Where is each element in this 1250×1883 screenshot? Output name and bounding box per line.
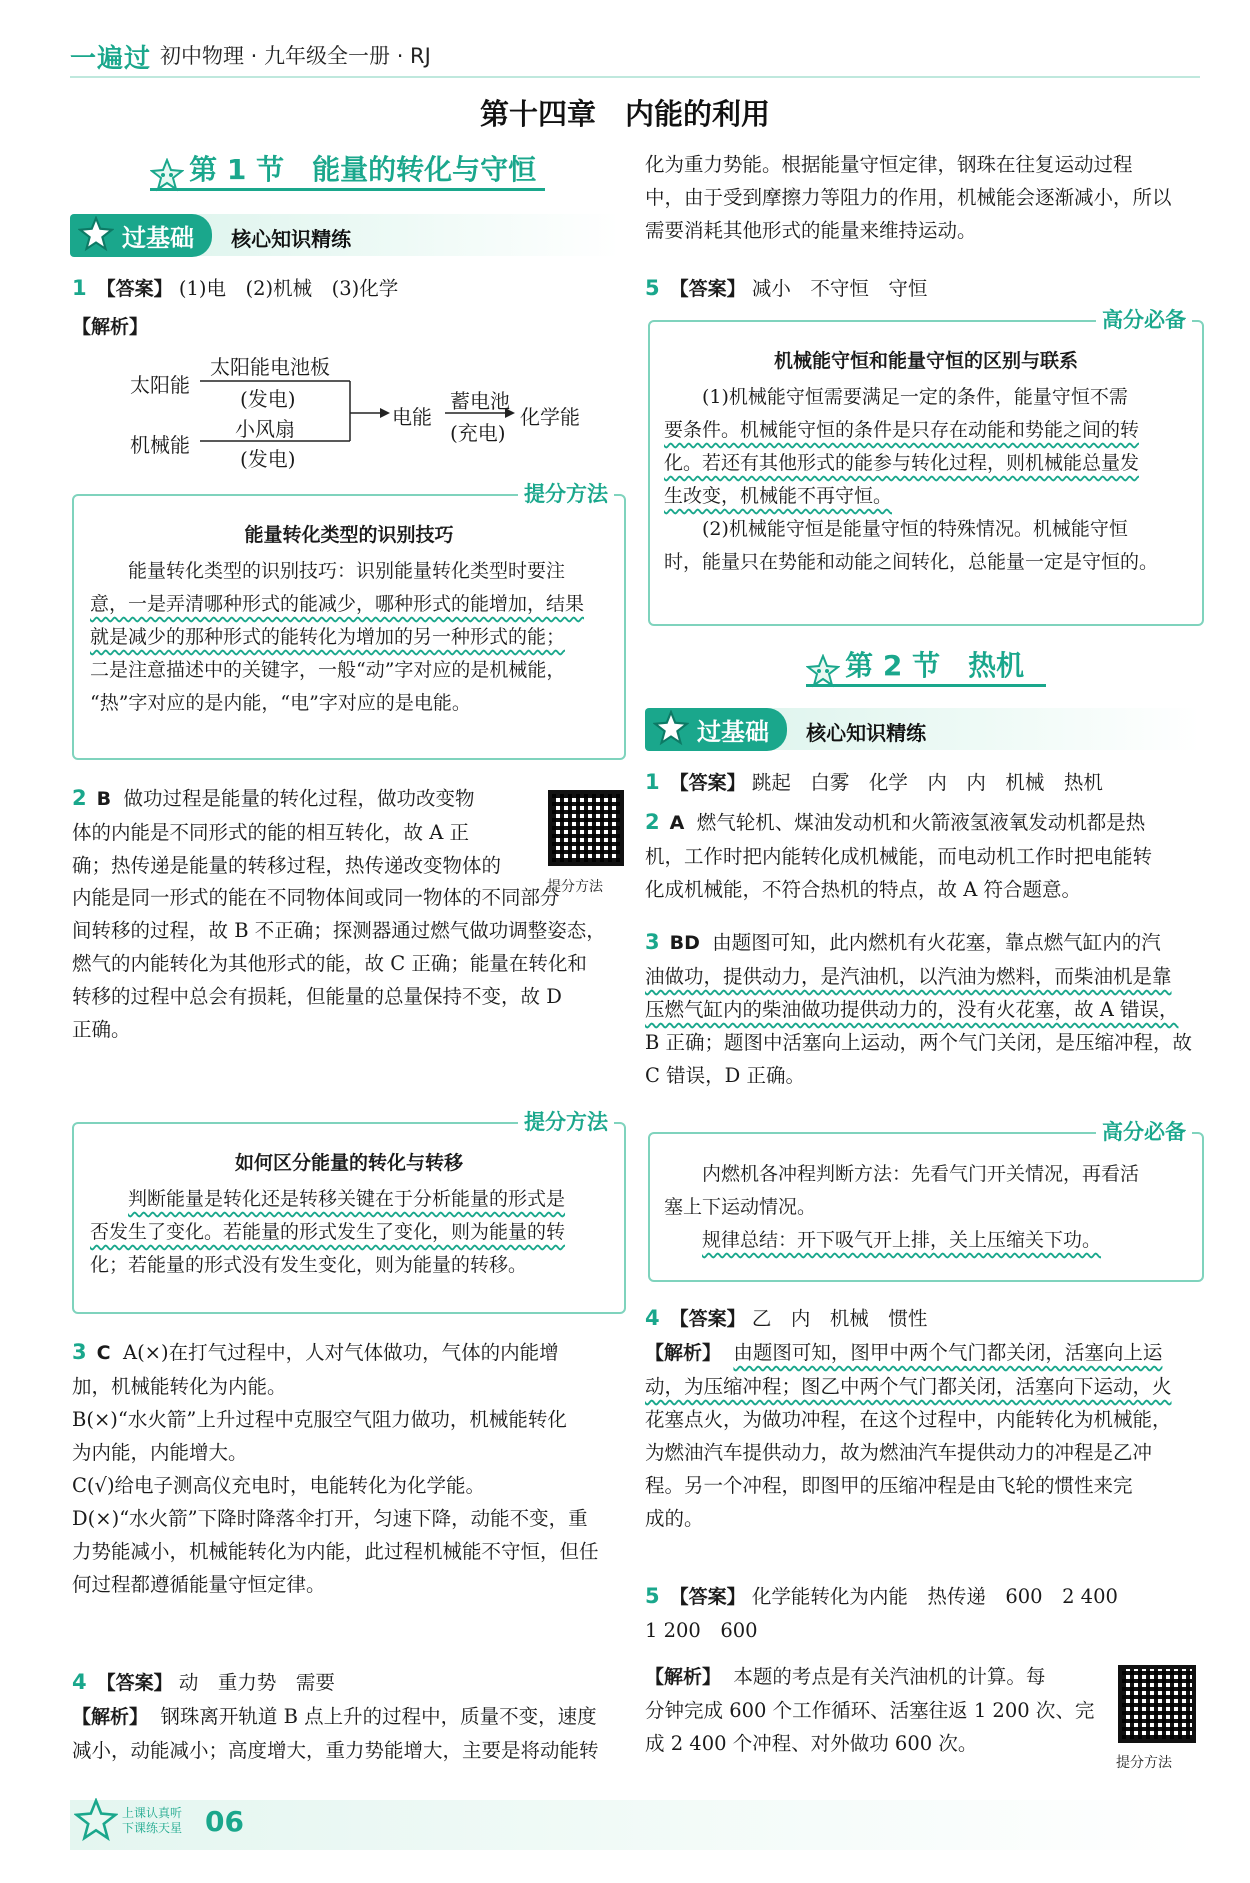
- box2-line: 化；若能量的形式没有发生变化，则为能量的转移。: [90, 1254, 528, 1276]
- s2q3-number: 3: [645, 930, 660, 954]
- s2q4-line: 为燃油汽车提供动力，故为燃油汽车提供动力的冲程是乙冲: [645, 1441, 1153, 1464]
- q1-answer-line: [72, 272, 398, 306]
- qr-code-icon[interactable]: [1118, 1665, 1196, 1743]
- q3-line: 何过程都遵循能量守恒定律。: [72, 1573, 326, 1596]
- box4-body: [650, 1134, 1202, 1257]
- s2q5-line: 本题的考点是有关汽油机的计算。每: [733, 1665, 1046, 1688]
- q2-block-cont: [72, 881, 622, 1046]
- q4-number: 4: [72, 1670, 87, 1694]
- box3-title: 机械能守恒和能量守恒的区别与联系: [773, 350, 1078, 372]
- s2q5-block: [645, 1580, 1205, 1647]
- footer-mascot: [74, 1798, 118, 1846]
- box2-title: 如何区分能量的转化与转移: [234, 1152, 463, 1174]
- s2q3-block: [645, 926, 1205, 1092]
- box4-line: 塞上下运动情况。: [664, 1196, 817, 1218]
- q5-answer-line: [645, 272, 927, 306]
- q3-line: C(√)给电子测高仪充电时，电能转化为化学能。: [72, 1474, 486, 1497]
- s2q2-line: 燃气轮机、煤油发动机和火箭液氢液氧发动机都是热: [696, 811, 1146, 834]
- q4-block: [72, 1666, 622, 1767]
- section1-heading: [150, 148, 536, 192]
- answer-label: 【答案】: [669, 772, 746, 794]
- q2-line: 转移的过程中总会有损耗，但能量的总量保持不变，故 D: [72, 985, 562, 1008]
- box1-title: 能量转化类型的识别技巧: [244, 524, 454, 546]
- s2q3-line: C 错误，D 正确。: [645, 1064, 805, 1087]
- s2q2-line: 化成机械能，不符合热机的特点，故 A 符合题意。: [645, 878, 1081, 901]
- slogan-line: 上课认真听: [122, 1806, 183, 1820]
- analysis-label: 【解析】: [72, 1706, 149, 1728]
- basics-badge: [70, 214, 212, 257]
- s2q4-line: 程。另一个冲程，即图甲的压缩冲程是由飞轮的惯性来完: [645, 1474, 1133, 1497]
- q2-line: 体的内能是不同形式的能的相互转化，故 A 正: [72, 821, 469, 844]
- s2q5-answer-cont: 1 200 600: [645, 1619, 758, 1642]
- s2q4-line: 动，为压缩冲程；图乙中两个气门都关闭，活塞向下运动，火: [645, 1375, 1172, 1398]
- box1-line: 就是减少的那种形式的能转化为增加的另一种形式的能；: [90, 626, 566, 648]
- box1-line: 二是注意描述中的关键字，一般“动”字对应的是机械能，: [90, 659, 566, 681]
- s2q2-block: [645, 806, 1205, 906]
- q3-line: 为内能，内能增大。: [72, 1441, 248, 1464]
- s2q5-number: 5: [645, 1584, 660, 1608]
- basics-bar-2: [645, 708, 1200, 750]
- q2-number: 2: [72, 786, 87, 810]
- diagram-gen2: (发电): [240, 447, 296, 471]
- section1-underline: [150, 188, 545, 191]
- s2q1-answer-line: [645, 766, 1103, 800]
- diagram-battery: 蓄电池: [450, 389, 510, 413]
- core-knowledge-label: 核心知识精练: [231, 227, 352, 251]
- s2q3-line: 压燃气缸内的柴油做功提供动力的，没有火花塞，故 A 错误，: [645, 998, 1179, 1021]
- q3-line: 加，机械能转化为内能。: [72, 1375, 287, 1398]
- answer-label: 【答案】: [669, 1308, 746, 1330]
- analysis-label: 【解析】: [645, 1666, 722, 1688]
- mascot-100-icon: [653, 710, 689, 746]
- section1-title: 第 1 节 能量的转化与守恒: [189, 153, 537, 186]
- footer-slogan: [122, 1806, 182, 1836]
- q2-line: 正确。: [72, 1018, 131, 1041]
- box3-line: (1)机械能守恒需要满足一定的条件，能量守恒不需: [702, 386, 1128, 408]
- answer-label: 【答案】: [669, 278, 746, 300]
- s2q4-line: 由题图可知，图甲中两个气门都关闭，活塞向上运: [733, 1341, 1163, 1364]
- q4-line: 钢珠离开轨道 B 点上升的过程中，质量不变，速度: [160, 1705, 597, 1728]
- page-number: 06: [205, 1805, 244, 1838]
- q2-choice: B: [96, 788, 112, 810]
- star-mascot-icon: [806, 654, 840, 688]
- answer-label: 【答案】: [96, 278, 173, 300]
- s2q4-line: 花塞点火，为做功冲程，在这个过程中，内能转化为机械能，: [645, 1408, 1172, 1431]
- s2q3-line: B 正确；题图中活塞向上运动，两个气门关闭，是压缩冲程，故: [645, 1031, 1193, 1054]
- section2-title: 第 2 节 热机: [845, 649, 1025, 682]
- qr-code-icon[interactable]: [548, 790, 624, 866]
- s2q5-line: 成 2 400 个冲程、对外做功 600 次。: [645, 1732, 978, 1755]
- box4-line: 规律总结：开下吸气开上排，关上压缩关下功。: [702, 1229, 1102, 1251]
- box3-line: (2)机械能守恒是能量守恒的特殊情况。机械能守恒: [702, 518, 1128, 540]
- box3-body: [650, 373, 1202, 579]
- box1-line: 能量转化类型的识别技巧：识别能量转化类型时要注: [128, 560, 566, 582]
- method-tag: 提分方法: [518, 1106, 614, 1136]
- q1-answer: (1)电 (2)机械 (3)化学: [178, 277, 399, 300]
- basics-badge-label: 过基础: [122, 224, 194, 252]
- s2q4-line: 成的。: [645, 1507, 704, 1530]
- method-tag: 提分方法: [518, 478, 614, 508]
- diagram-panel: 太阳能电池板: [210, 355, 330, 379]
- box3-line: 时，能量只在势能和动能之间转化，总能量一定是守恒的。: [664, 551, 1159, 573]
- q5-number: 5: [645, 276, 660, 300]
- q4-answer: 动 重力势 需要: [178, 1671, 335, 1694]
- mascot-star-icon: [74, 1798, 118, 1842]
- slogan-line: 下课练天星: [122, 1821, 183, 1835]
- box3-line: 要条件。机械能守恒的条件是只存在动能和势能之间的转: [664, 419, 1140, 441]
- qr-caption: 提分方法: [547, 879, 603, 895]
- core-knowledge-label: 核心知识精练: [806, 721, 927, 745]
- s2q1-number: 1: [645, 770, 660, 794]
- diagram-charge: (充电): [450, 421, 506, 445]
- section2-heading: [806, 644, 1024, 688]
- book-title: 初中物理 · 九年级全一册 · RJ: [160, 44, 431, 68]
- s2q4-number: 4: [645, 1306, 660, 1330]
- answer-label: 【答案】: [96, 1672, 173, 1694]
- s2q2-line: 机，工作时把内能转化成机械能，而电动机工作时把电能转: [645, 845, 1153, 868]
- method-box-1: [72, 482, 626, 760]
- header-rule: [70, 76, 1200, 78]
- box2-body: [74, 1175, 624, 1282]
- q2-line: 间转移的过程，故 B 不正确；探测器通过燃气做功调整姿态，: [72, 919, 606, 942]
- box2-line: 判断能量是转化还是转移关键在于分析能量的形式是: [128, 1188, 566, 1210]
- must-tag: 高分必备: [1096, 1116, 1192, 1146]
- s2q1-answer: 跳起 白雾 化学 内 内 机械 热机: [751, 771, 1103, 794]
- q3-line: D(×)“水火箭”下降时降落伞打开，匀速下降，动能不变，重: [72, 1507, 588, 1530]
- box4-line: 内燃机各冲程判断方法：先看气门开关情况，再看活: [702, 1163, 1140, 1185]
- star-mascot-icon: [150, 158, 184, 192]
- q2-line: 燃气的内能转化为其他形式的能，故 C 正确；能量在转化和: [72, 952, 587, 975]
- basics-badge: [645, 708, 787, 751]
- q1-number: 1: [72, 276, 87, 300]
- must-box-1: [648, 308, 1204, 626]
- q4-line: 减小，动能减小；高度增大，重力势能增大，主要是将动能转: [72, 1739, 599, 1762]
- must-box-2: [648, 1120, 1204, 1282]
- q3-number: 3: [72, 1340, 87, 1364]
- q3-line: A(×)在打气过程中，人对气体做功，气体的内能增: [122, 1341, 559, 1364]
- box2-line: 否发生了变化。若能量的形式发生了变化，则为能量的转: [90, 1221, 566, 1243]
- q2-line: 做功过程是能量的转化过程，做功改变物: [123, 787, 475, 810]
- s2q5-answer: 化学能转化为内能 热传递 600 2 400: [751, 1585, 1118, 1608]
- q2-line: 确；热传递是能量的转移过程，热传递改变物体的: [72, 854, 502, 877]
- energy-diagram: [100, 345, 580, 475]
- s2q2-number: 2: [645, 810, 660, 834]
- q3-choice: C: [96, 1342, 111, 1364]
- box1-line: “热”字对应的是内能，“电”字对应的是电能。: [90, 692, 471, 714]
- box3-line: 化。若还有其他形式的能参与转化过程，则机械能总量发: [664, 452, 1140, 474]
- diagram-gen1: (发电): [240, 387, 296, 411]
- diagram-solar: 太阳能: [130, 373, 190, 397]
- answer-label: 【答案】: [669, 1586, 746, 1608]
- right-cont-block: [645, 148, 1205, 247]
- cont-line: 中，由于受到摩擦力等阻力的作用，机械能会逐渐减小，所以: [645, 186, 1172, 209]
- q3-line: B(×)“水火箭”上升过程中克服空气阻力做功，机械能转化: [72, 1408, 567, 1431]
- q5-answer: 减小 不守恒 守恒: [751, 277, 928, 300]
- s2q3-line: 油做功，提供动力，是汽油机，以汽油为燃料，而柴油机是靠: [645, 965, 1172, 988]
- analysis-label: 【解析】: [645, 1342, 722, 1364]
- section2-underline: [806, 684, 1046, 687]
- q2-line: 内能是同一形式的能在不同物体间或同一物体的不同部分: [72, 886, 560, 909]
- method-box-2: [72, 1110, 626, 1314]
- s2q5-analysis: [645, 1660, 1115, 1760]
- diagram-fan: 小风扇: [235, 417, 295, 441]
- brand-logo: 一遍过: [70, 44, 152, 74]
- diagram-mech: 机械能: [130, 433, 190, 457]
- basics-bar: [70, 214, 620, 256]
- basics-badge-label: 过基础: [697, 718, 769, 746]
- s2q2-choice: A: [669, 812, 685, 834]
- q3-block: [72, 1336, 622, 1601]
- cont-line: 需要消耗其他形式的能量来维持运动。: [645, 219, 977, 242]
- box1-body: [74, 547, 624, 720]
- s2q4-answer: 乙 内 机械 惯性: [751, 1307, 928, 1330]
- box1-line: 意，一是弄清哪种形式的能减少，哪种形式的能增加，结果: [90, 593, 585, 615]
- diagram-chem: 化学能: [520, 405, 580, 429]
- must-tag: 高分必备: [1096, 304, 1192, 334]
- box3-line: 生改变，机械能不再守恒。: [664, 485, 893, 507]
- q2-block: [72, 782, 552, 882]
- mascot-100-icon: [78, 216, 114, 252]
- s2q5-line: 分钟完成 600 个工作循环、活塞往返 1 200 次、完: [645, 1699, 1095, 1722]
- qr-caption: 提分方法: [1116, 1755, 1172, 1771]
- cont-line: 化为重力势能。根据能量守恒定律，钢珠在往复运动过程: [645, 153, 1133, 176]
- s2q3-choice: BD: [669, 932, 700, 954]
- chapter-title: 第十四章 内能的利用: [479, 97, 770, 131]
- diagram-elec: 电能: [392, 405, 432, 429]
- q3-line: 力势能减小，机械能转化为内能，此过程机械能不守恒，但任: [72, 1540, 599, 1563]
- s2q3-line: 由题图可知，此内燃机有火花塞，靠点燃气缸内的汽: [712, 931, 1161, 954]
- s2q4-block: [645, 1302, 1205, 1535]
- q1-analysis-label: 【解析】: [72, 316, 149, 338]
